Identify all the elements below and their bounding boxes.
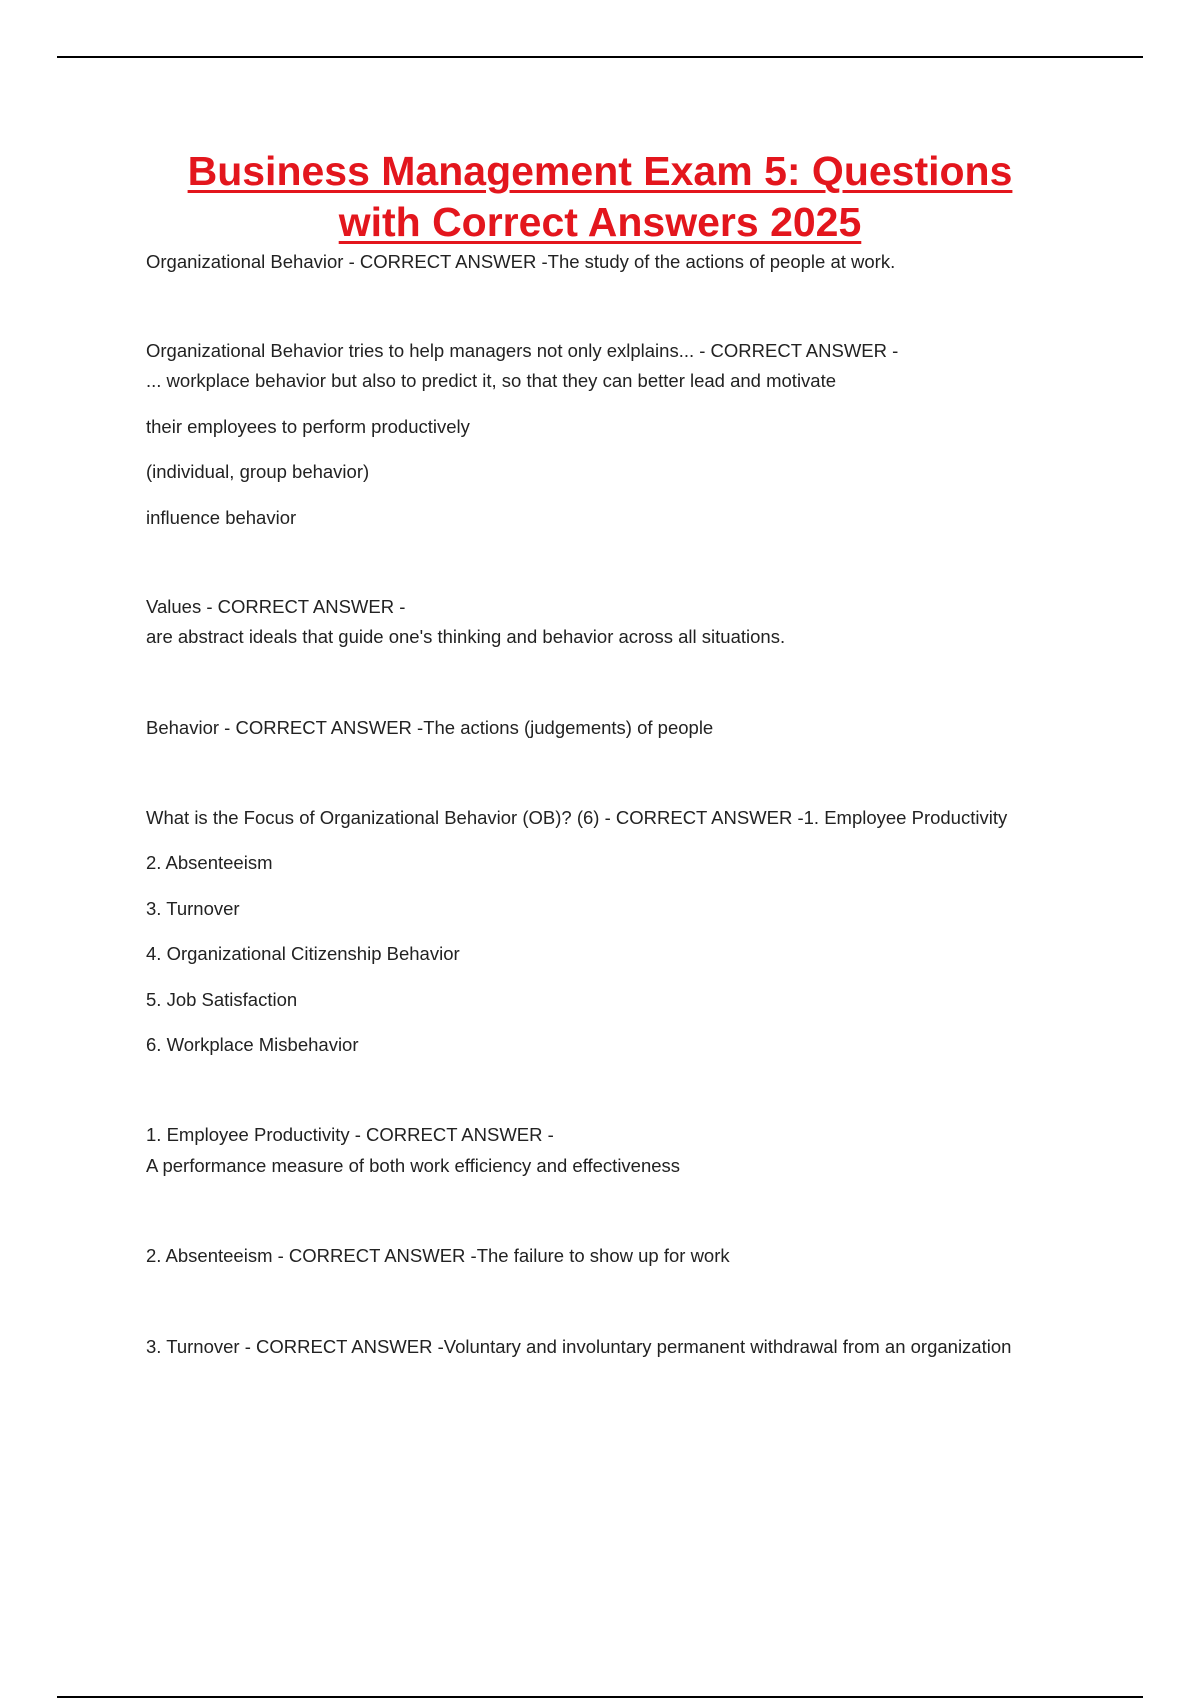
- qa-line: ... workplace behavior but also to predict it, so that they can better lead and motivate: [146, 370, 837, 391]
- qa-line: 2. Absenteeism: [146, 852, 273, 873]
- title-line-1: Business Management Exam 5: Questions: [187, 148, 1013, 194]
- qa-line: Organizational Behavior tries to help managers not only exlplains... - CORRECT ANSWER -: [146, 340, 899, 361]
- qa-line: 3. Turnover - CORRECT ANSWER -Voluntary and involuntary permanent withdrawal from an organization: [146, 1336, 1012, 1357]
- qa-line: 1. Employee Productivity - CORRECT ANSWER -: [146, 1124, 554, 1145]
- qa-line: 2. Absenteeism - CORRECT ANSWER -The failure to show up for work: [146, 1245, 730, 1266]
- qa-line: their employees to perform productively: [146, 416, 470, 437]
- qa-line: (individual, group behavior): [146, 461, 370, 482]
- bottom-rule: [57, 1696, 1143, 1698]
- document-title: [57, 146, 1143, 248]
- qa-line: are abstract ideals that guide one's thinking and behavior across all situations.: [146, 626, 786, 647]
- qa-line: Values - CORRECT ANSWER -: [146, 596, 406, 617]
- qa-line: 6. Workplace Misbehavior: [146, 1034, 359, 1055]
- qa-line: 3. Turnover: [146, 898, 240, 919]
- qa-line: A performance measure of both work efficiency and effectiveness: [146, 1155, 681, 1176]
- qa-line: influence behavior: [146, 507, 297, 528]
- top-rule: [57, 56, 1143, 58]
- qa-line: 4. Organizational Citizenship Behavior: [146, 943, 460, 964]
- qa-line: What is the Focus of Organizational Behavior (OB)? (6) - CORRECT ANSWER -1. Employee Productivity: [146, 807, 1008, 828]
- qa-line: Behavior - CORRECT ANSWER -The actions (judgements) of people: [146, 717, 714, 738]
- qa-line: Organizational Behavior - CORRECT ANSWER -The study of the actions of people at work.: [146, 251, 896, 272]
- qa-line: 5. Job Satisfaction: [146, 989, 298, 1010]
- title-line-2: with Correct Answers 2025: [338, 199, 862, 245]
